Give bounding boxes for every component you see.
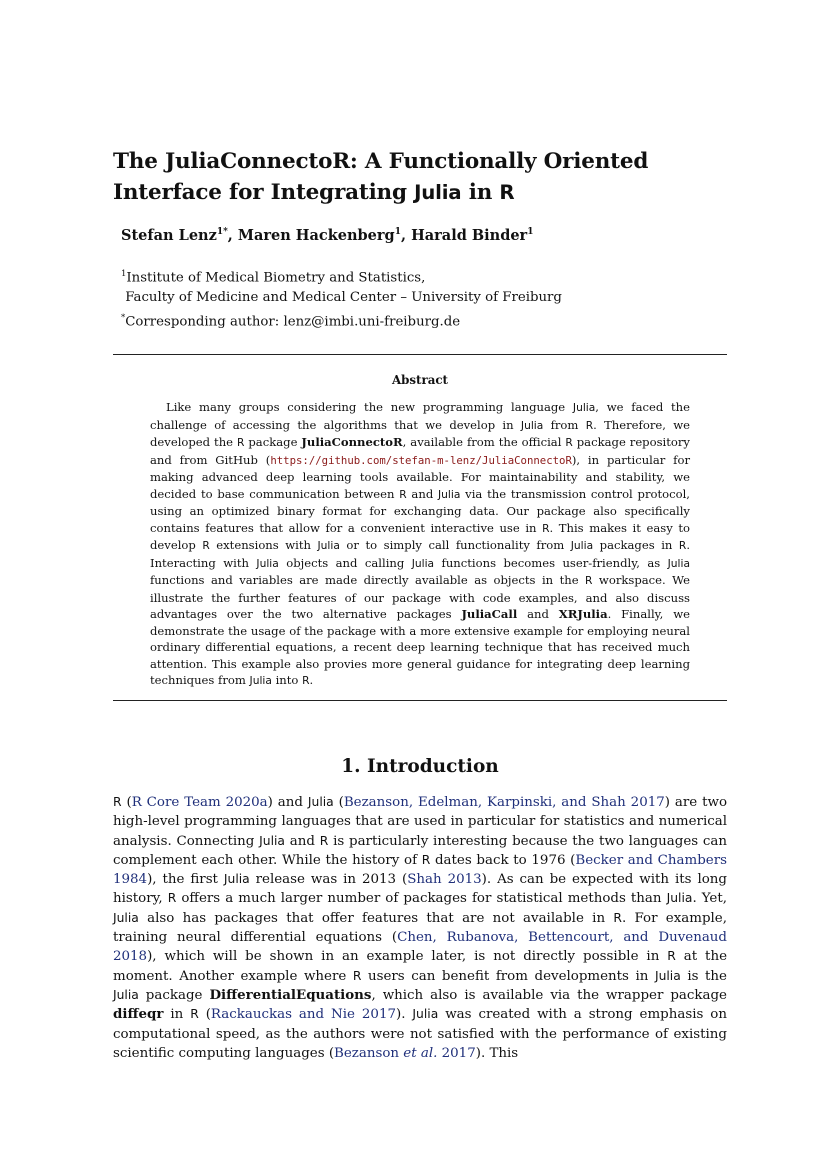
citation-link[interactable]: Becker and Chambers 1984 — [113, 852, 727, 888]
affiliation-line-2: Faculty of Medicine and Medical Center – University of Freiburg — [125, 290, 562, 306]
author-name: Stefan Lenz — [121, 227, 217, 244]
intro-paragraph: R (R Core Team 2020a) and Julia (Bezanson, Edelman, Karpinski, and Shah 2017) are two high-level programming languages that are used in particular for statistics and numerical analysis. Connecting Julia and R is particularly interesting because the two languages can complement each other. While the history of R dates back to 1976 (Becker and Chambers 1984), the first Julia release was in 2013 (Shah 2013). As can be expected with its long history, R offers a much larger number of packages for statistical methods than Julia. Yet, Julia also has packages that offer features that are not available in R. For example, training neural differential equations (Chen, Rubanova, Bettencourt, and Duvenaud 2018), which will be shown in an example later, is not directly possible in R at the moment. Another example where R users can benefit from developments in Julia is the Julia package DifferentialEquations, which also is available via the wrapper package diffeqr in R (Rackauckas and Nie 2017). Julia was created with a strong emphasis on computational speed, as the authors were not satisfied with the performance of existing scientific computing languages (Bezanson et al. 2017). This — [113, 795, 728, 1061]
citation-link[interactable]: Bezanson, Edelman, Karpinski, and Shah 2017 — [343, 795, 665, 810]
author-list: Stefan Lenz$^{1*}$, Maren Hackenberg$^1$, Harald Binder$^1$ — [121, 227, 534, 244]
abstract-text: Like many groups considering the new programming language Julia, we faced the challenge of accessing the algorithms that we develop in Julia from R. Therefore, we developed the R package JuliaConnectoR, available from the official R package repository and from GitHub (https://github.com/stefan-m-lenz/JuliaConnectoR), in particular for making advanced deep learning tools available. For maintainability and stability, we decided to base communication between R and Julia via the transmission control protocol, using an optimized binary format for exchanging data. Our package also specifically contains features that allow for a convenient interactive use in R. This makes it easy to develop R extensions with Julia or to simply call functionality from Julia packages in R. Interacting with Julia objects and calling Julia functions becomes user-friendly, as Julia functions and variables are made directly available as objects in the R workspace. We illustrate the further features of our package with code examples, and also discuss advantages over the two alternative packages JuliaCall and XRJulia. Finally, we demonstrate the usage of the package with a more extensive example for employing neural ordinary differential equations, a recent deep learning technique that has received much attention. This example also provies more general guidance for integrating deep learning techniques from Julia into R. — [150, 400, 691, 687]
citation-link[interactable]: Rackauckas and Nie 2017 — [210, 1007, 396, 1023]
author-name: Harald Binder — [411, 227, 528, 244]
top-rule — [113, 354, 727, 355]
github-link[interactable]: https://github.com/stefan-m-lenz/JuliaConnectoR — [270, 453, 572, 467]
affiliations: $^1$Institute of Medical Biometry and Statistics, Faculty of Medicine and Medical Center – University of Freiburg *Corresponding author: lenz@imbi.uni-freiburg.de — [121, 269, 562, 330]
citation-link[interactable]: Shah 2013 — [407, 872, 482, 888]
title-r: R — [499, 181, 515, 204]
author-name: Maren Hackenberg — [237, 227, 395, 244]
section-heading: 1. Introduction — [341, 756, 499, 777]
package-name: JuliaConnectoR — [301, 435, 403, 449]
bottom-rule — [113, 700, 727, 701]
title-julia: Julia — [414, 181, 462, 204]
citation-link[interactable]: Chen, Rubanova, Bettencourt, and Duvenaud 2018 — [113, 930, 727, 965]
citation-link[interactable]: Bezanson et al. 2017 — [334, 1045, 476, 1061]
paper-title: The JuliaConnectoR: A Functionally Oriented Interface for Integrating Julia in R — [113, 149, 649, 205]
affiliation-line-1: Institute of Medical Biometry and Statistics, — [126, 270, 426, 286]
title-line-1: The JuliaConnectoR: A Functionally Oriented — [113, 149, 649, 174]
abstract-heading: Abstract — [392, 373, 448, 387]
corresponding-author: Corresponding author: lenz@imbi.uni-freiburg.de — [125, 314, 461, 330]
citation-link[interactable]: R Core Team 2020a — [131, 795, 268, 810]
